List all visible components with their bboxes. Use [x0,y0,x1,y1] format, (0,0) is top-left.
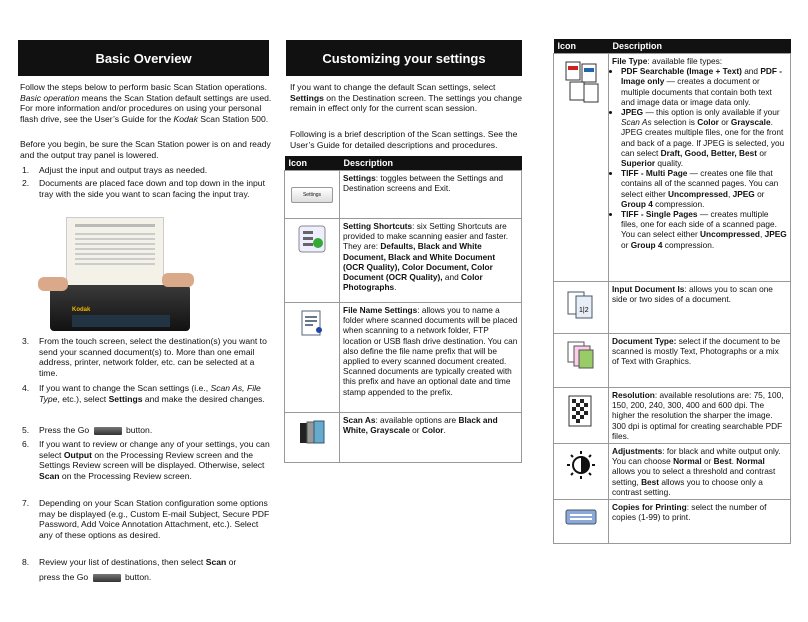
file-type-icon [562,60,600,108]
go-button-icon [94,427,122,435]
bullet-tiff-single: • TIFF - Single Pages — creates multiple files, one for each side of a scanned page. You can select either Uncompressed, JPEG or Group 4 compression. [621,209,787,250]
scanner-photo [38,215,194,333]
scanner-brand: Kodak [72,307,91,313]
hand-left [38,277,68,291]
scan-as-icon [298,419,326,449]
copies-for-printing-icon [564,506,598,530]
row-setting-shortcuts: Setting Shortcuts: six Setting Shortcuts are provided to make scanning easier and faster. They are: Defaults, Black and White Document, Black and White Document (OCR Quality), Color Document, Color Document (OCR Quality), and Color Photographs. [340,219,522,303]
row-document-type: Document Type: select if the document to be scanned is mostly Text, Photographs or a mix of Text with Graphics. [609,334,791,388]
bullet-pdf: • PDF Searchable (Image + Text) and PDF - Image only — creates a document or multiple documents that contain both text and image data or image data only. [621,66,787,107]
settings-button-icon: Settings [291,187,333,203]
basic-overview-title: Basic Overview [95,50,192,66]
col1-intro2: Before you begin, be sure the Scan Station power is on and ready and the output tray panel is lowered. [20,139,271,160]
customizing-header [286,40,522,76]
file-name-settings-icon [299,309,325,339]
settings-table-1 [284,156,522,463]
basic-overview-header [18,40,269,76]
setting-shortcuts-icon [298,225,326,255]
bullet-jpeg: • JPEG — this option is only available if your Scan As selection is Color or Grayscale. JPEG creates multiple files, one for the front and back of a page. If JPEG is selected, you can select Draft, Good, Better, Best or Superior quality. [621,107,787,168]
th-description-2: Description [609,39,791,54]
th-description: Description [340,156,522,171]
col2-intro: If you want to change the default Scan settings, select Settings on the Destination screen. The settings you change remain in effect only for the current scan session. [290,82,523,114]
col1-intro: Follow the steps below to perform basic Scan Station operations. Basic operation means the Scan Station default settings are used. For more information and/or procedures on using your personal flash drive, see the User’s Guide for the Kodak Scan Station 500. [20,82,272,124]
input-document-icon [566,288,596,322]
th-icon-2: Icon [554,39,609,54]
row-resolution: Resolution: available resolutions are: 75, 100, 150, 200, 240, 300, 400 and 600 dpi. The higher the resolution the sharper the image. 300 dpi is optimal for creating searchable PDF files. [609,388,791,444]
resolution-icon [567,394,595,430]
th-icon: Icon [285,156,340,171]
customizing-title: Customizing your settings [322,50,486,66]
go-button-icon-2 [93,574,121,582]
adjustments-icon [566,450,596,482]
row-adjustments: Adjustments: for black and white output only. You can choose Normal or Best. Normal allows you to select a threshold and contrast setting, Best allows you to choose only a contrast setting. [609,444,791,500]
scanner-screen [72,315,170,327]
row-scan-as: Scan As: available options are Black and White, Grayscale or Color. [340,413,522,463]
row-file-type: File Type: available file types: • PDF Searchable (Image + Text) and PDF - Image only — creates a document or multiple documents that contain both text and image data or image data only. • JPEG — this option is only available if your Scan As selection is Color or Grayscale. JPEG creates multiple files, one for the front and back of a page. If JPEG is selected, you can select Draft, Good, Better, Best or Superior quality. • TIFF - Multi Page — creates one file that contains all of the scanned pages. You can select either Uncompressed, JPEG or Group 4 compression. • TIFF - Single Pages — creates multiple files, one for each side of a scanned page. You can select either Uncompressed, JPEG or Group 4 compression. [609,54,791,282]
row-file-name-settings: File Name Settings: allows you to name a folder where scanned documents will be placed when scanning to a network folder, FTP location or USB flash drive destination. You can also define the file name prefix that will be applied to every scanned document created. Scanned documents are typically created with this prefix and have an optional date and time stamp appended to the prefix. [340,303,522,413]
hand-right [162,273,194,287]
col2-intro2: Following is a brief description of the Scan settings. See the User’s Guide for detailed descriptions and procedures. [290,129,518,150]
bullet-tiff-multi: • TIFF - Multi Page — creates one file that contains all of the scanned pages. You can select either Uncompressed, JPEG or Group 4 compression. [621,168,787,209]
document-type-icon [566,340,596,374]
scanner-body [50,285,190,331]
row-copies-for-printing: Copies for Printing: select the number of copies (1-99) to print. [609,500,791,544]
row-input-document: Input Document Is: allows you to scan one side or two sides of a document. [609,282,791,334]
row-settings: Settings: toggles between the Settings and Destination screens and Exit. [340,171,522,219]
settings-table-2 [553,39,791,544]
svg-text:1|2: 1|2 [579,307,589,314]
